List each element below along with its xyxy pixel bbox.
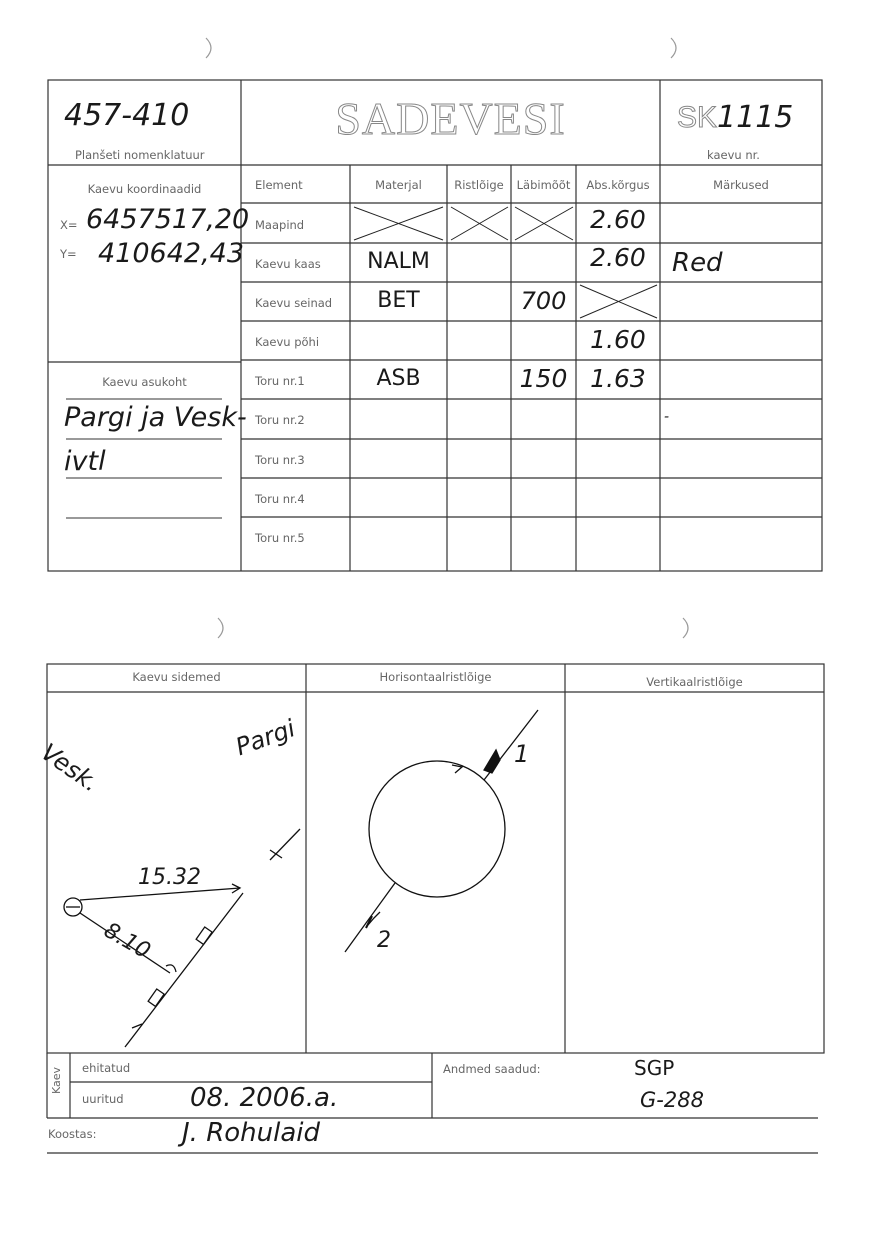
form-title: SADEVESI [335,93,566,144]
cell-note: - [664,409,670,425]
sketch-street-1: Vesk. [35,738,105,798]
row-element: Kaevu põhi [255,335,320,349]
cell-material: NALM [367,249,430,274]
well-number [677,100,793,135]
y-coordinate: 410642,43 [98,238,245,269]
well-circle [369,761,505,897]
cell-abs-height: 1.60 [590,325,646,354]
row-element: Maapind [255,218,305,232]
header-notes: Märkused [713,178,769,192]
x-coordinate: 6457517,20 [86,204,250,235]
row-element: Toru nr.4 [255,492,305,506]
data-source-value-1: SGP [634,1056,675,1080]
sketch-street-2: Pargi [232,714,299,762]
row-element: Toru nr.2 [255,413,305,427]
map-sheet-label: Planšeti nomenklatuur [75,148,205,162]
row-element: Toru nr.3 [255,453,305,467]
header-diameter: Läbimõõt [516,178,571,192]
location-label: Kaevu asukoht [102,375,187,389]
row-element: Toru nr.1 [255,374,305,388]
row-element: Kaevu kaas [255,257,321,271]
location-line-2: ivtl [64,446,106,477]
cell-abs-height: 2.60 [590,205,646,234]
pipe-1-label: 1 [514,740,530,768]
well-number-label: kaevu nr. [707,148,760,162]
cell-material: BET [377,288,420,313]
cell-abs-height: 1.63 [590,364,646,393]
row-element: Toru nr.5 [255,531,305,545]
header-material: Materjal [375,178,422,192]
map-sheet-code: 457-410 [64,98,190,133]
row-element: Kaevu seinad [255,296,333,310]
horizontal-section [345,710,538,952]
location-line-1: Pargi ja Vesk- [64,402,247,433]
x-label: X= [60,218,78,232]
built-label: ehitatud [82,1061,131,1075]
cell-diameter: 700 [520,287,567,315]
header-abs-height: Abs.kõrgus [586,178,650,192]
sketch-distance-1: 15.32 [138,865,201,890]
col-horizontal-header: Horisontaalristlõige [379,670,492,684]
coordinates-label: Kaevu koordinaadid [87,182,202,196]
col-connections-header: Kaevu sidemed [132,670,221,684]
header-element: Element [255,178,303,192]
pipe-line [125,893,243,1047]
sketch-distance-2: 8.10 [99,918,155,965]
data-source-value-2: G-288 [640,1088,704,1112]
cell-diameter: 150 [519,364,568,393]
data-source-label: Andmed saadud: [443,1062,541,1076]
kaev-label: Kaev [50,1066,63,1094]
cell-note: Red [672,248,723,278]
cell-abs-height: 2.60 [590,243,646,272]
compiled-by-label: Koostas: [48,1127,97,1141]
compiled-by-value: J. Rohulaid [182,1118,321,1148]
well-suffix: 1115 [717,100,794,135]
well-prefix: SK [677,101,718,134]
y-label: Y= [60,247,77,261]
surveyed-value: 08. 2006.a. [190,1083,339,1113]
pipe-2-label: 2 [377,928,391,953]
cell-material: ASB [376,366,421,391]
col-vertical-header: Vertikaalristlõige [646,675,743,689]
header-cross-section: Ristlõige [454,178,504,192]
surveyed-label: uuritud [82,1092,124,1106]
